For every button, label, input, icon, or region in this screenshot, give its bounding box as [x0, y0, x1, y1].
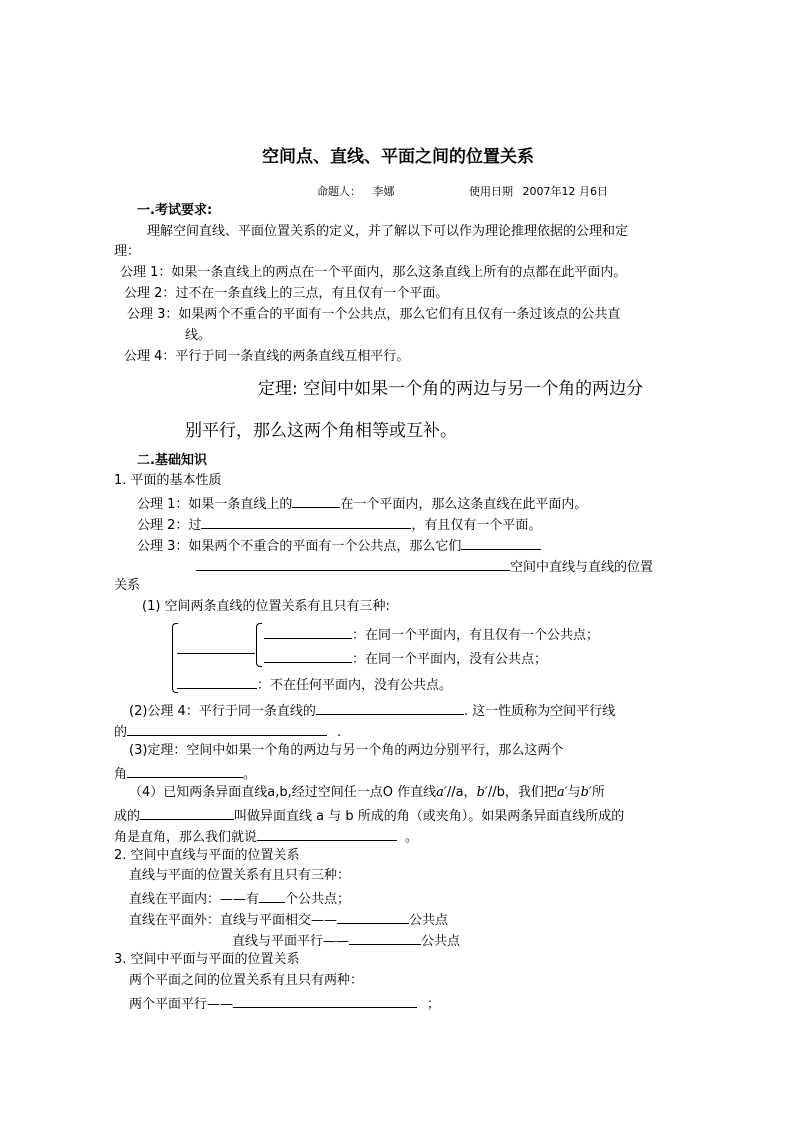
fill-blank[interactable] — [140, 805, 234, 820]
theorem-line-2: 别平行，那么这两个角相等或互补。 — [185, 421, 457, 441]
axiom-4: 公理 4：平行于同一条直线的两条直线互相平行。 — [124, 349, 410, 364]
fill-blank[interactable] — [292, 493, 340, 508]
point-2-line-1: 直线与平面的位置关系有且只有三种： — [129, 868, 351, 883]
fill-blank[interactable] — [127, 721, 327, 736]
point-2-line-4: 直线与平面平行—— 公共点 — [232, 930, 460, 951]
inner-brace — [256, 623, 262, 667]
question-1: (1) 空间两条直线的位置关系有且只有三种: — [142, 599, 390, 614]
intro-line-2: 理： — [114, 244, 141, 259]
question-2: (2)公理 4：平行于同一条直线的 . 这一性质称为空间平行线 — [129, 700, 615, 721]
axiom-3-line-2: 线。 — [185, 328, 212, 343]
question-2-cont: 的 . — [114, 721, 341, 742]
point-2-line-2: 直线在平面内：——有 个公共点； — [129, 888, 350, 909]
date-value: 2007年12 月6日 — [522, 185, 608, 198]
fill-blank[interactable] — [201, 514, 411, 529]
intro-line-1: 理解空间直线、平面位置关系的定义，并了解以下可以作为理论推理依据的公理和定 — [147, 224, 629, 239]
question-3: (3)定理：空间中如果一个角的两边与另一个角的两边分别平行，那么这两个 — [129, 743, 564, 758]
point-2-heading: 2. 空间中直线与平面的位置关系 — [114, 848, 300, 863]
fill-blank[interactable] — [316, 700, 464, 715]
brace-row-2: ：在同一个平面内，没有公共点； — [264, 648, 547, 669]
fill-blank[interactable] — [196, 556, 510, 571]
axiom-2: 公理 2：过不在一条直线上的三点，有且仅有一个平面。 — [124, 286, 449, 301]
blank-axiom-2: 公理 2：过 ，有且仅有一个平面。 — [137, 514, 541, 535]
fill-blank[interactable] — [259, 888, 285, 903]
fill-blank[interactable] — [177, 674, 257, 689]
fill-blank[interactable] — [127, 763, 243, 778]
axiom-3-line-1: 公理 3：如果两个不重合的平面有一个公共点，那么它们有且仅有一条过该点的公共直 — [127, 307, 621, 322]
fill-blank[interactable] — [233, 993, 417, 1008]
question-4-line-2: 成的 叫做异面直线 a 与 b 所成的角（或夹角）。如果两条异面直线所成的 — [114, 805, 624, 826]
blank-axiom-1: 公理 1：如果一条直线上的 在一个平面内，那么这条直线在此平面内。 — [137, 493, 587, 514]
date-line — [469, 183, 608, 201]
date-label: 使用日期 — [469, 185, 513, 198]
author-line — [317, 183, 395, 201]
fill-blank[interactable] — [349, 930, 421, 945]
question-4-line-1: （4）已知两条异面直线a,b,经过空间任一点O 作直线a′//a，b′//b，我们把a′与b′所 — [129, 785, 605, 800]
blank-axiom-3-cont: 空间中直线与直线的位置 — [196, 556, 653, 577]
theorem-line-1: 定理: 空间中如果一个角的两边与另一个角的两边分 — [258, 379, 644, 399]
axiom-1: 公理 1：如果一条直线上的两点在一个平面内，那么这条直线上所有的点都在此平面内。 — [120, 265, 627, 280]
author-label: 命题人： — [317, 185, 361, 198]
point-3-line-1: 两个平面之间的位置关系有且只有两种： — [129, 973, 364, 988]
fill-blank[interactable] — [461, 535, 541, 550]
fill-blank[interactable] — [257, 826, 397, 841]
point-1-heading: 1. 平面的基本性质 — [114, 473, 222, 488]
brace-row-1: ：在同一个平面内，有且仅有一个公共点； — [264, 624, 599, 645]
fill-blank[interactable] — [264, 648, 352, 663]
point-3-heading: 3. 空间中平面与平面的位置关系 — [114, 952, 300, 967]
author-name: 李娜 — [372, 185, 395, 198]
section-heading-2: 二.基础知识 — [137, 453, 207, 468]
fill-blank[interactable] — [177, 639, 255, 654]
point-3-line-2: 两个平面平行—— ； — [129, 993, 440, 1014]
relation-label: 关系 — [114, 578, 141, 593]
blank-axiom-3: 公理 3：如果两个不重合的平面有一个公共点，那么它们 — [137, 535, 541, 556]
page-title: 空间点、直线、平面之间的位置关系 — [262, 147, 534, 167]
question-3-cont: 角 。 — [114, 763, 256, 784]
fill-blank[interactable] — [264, 624, 352, 639]
brace-blank-main — [177, 639, 255, 660]
fill-blank[interactable] — [337, 909, 409, 924]
section-heading-1: 一.考试要求: — [137, 203, 213, 218]
question-4-line-3: 角是直角，那么我们就说 。 — [114, 826, 418, 847]
point-2-line-3: 直线在平面外：直线与平面相交—— 公共点 — [129, 909, 448, 930]
brace-row-3: ：不在任何平面内，没有公共点。 — [177, 674, 452, 695]
